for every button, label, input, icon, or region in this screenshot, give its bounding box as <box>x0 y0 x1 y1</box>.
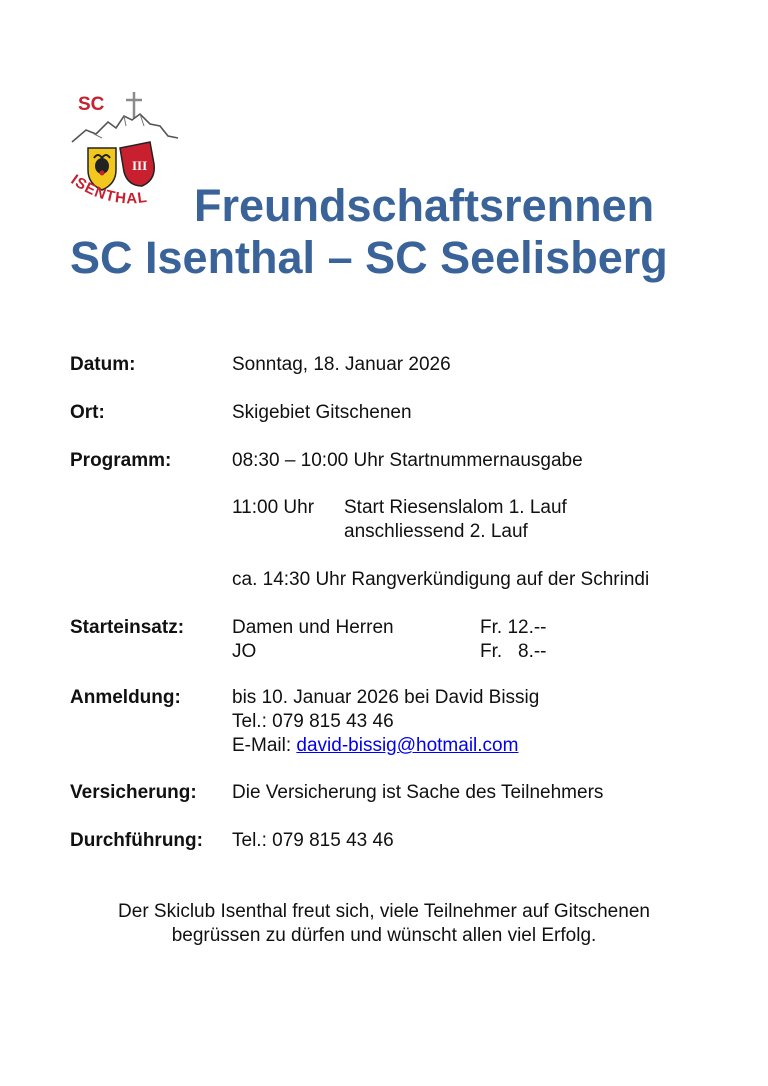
closing-line-2: begrüssen zu dürfen und wünscht allen viel Erfolg. <box>171 925 597 946</box>
title-line-2: SC Isenthal – SC Seelisberg <box>70 232 668 283</box>
ort-label: Ort: <box>70 402 105 423</box>
title-line-1: Freundschaftsrennen <box>194 180 655 231</box>
logo-isenthal-text: ISENTHAL <box>67 171 149 208</box>
programm-event-2a: Start Riesenslalom 1. Lauf <box>344 497 567 518</box>
programm-line-2 <box>232 496 567 520</box>
durchfuehrung-value: Tel.: 079 815 43 46 <box>232 830 394 851</box>
closing-text <box>0 900 768 948</box>
versicherung-value: Die Versicherung ist Sache des Teilnehmers <box>232 782 604 803</box>
programm-time-2: 11:00 Uhr <box>232 497 315 518</box>
closing-line-1: Der Skiclub Isenthal freut sich, viele Teilnehmer auf Gitschenen <box>118 901 650 922</box>
starteinsatz-price-2: Fr. 8.-- <box>480 641 547 662</box>
anmeldung-tel: Tel.: 079 815 43 46 <box>232 711 394 732</box>
durchfuehrung-label: Durchführung: <box>70 830 203 851</box>
svg-text:III: III <box>132 158 148 173</box>
anmeldung-line-1: bis 10. Januar 2026 bei David Bissig <box>232 687 540 708</box>
programm-line-1: 08:30 – 10:00 Uhr Startnummernausgabe <box>232 450 583 471</box>
ort-value: Skigebiet Gitschenen <box>232 402 412 423</box>
anmeldung-label: Anmeldung: <box>70 687 181 708</box>
starteinsatz-price-1: Fr. 12.-- <box>480 617 547 638</box>
programm-line-2b <box>232 520 528 544</box>
programm-event-2b: anschliessend 2. Lauf <box>344 521 528 542</box>
programm-line-3: ca. 14:30 Uhr Rangverkündigung auf der Schrindi <box>232 569 650 590</box>
programm-label: Programm: <box>70 450 172 471</box>
mountain-icon <box>72 114 178 142</box>
datum-label: Datum: <box>70 354 136 375</box>
datum-value: Sonntag, 18. Januar 2026 <box>232 354 451 375</box>
starteinsatz-label: Starteinsatz: <box>70 617 185 638</box>
anmeldung-email-line <box>232 734 518 758</box>
page-title <box>70 180 668 284</box>
email-prefix: E-Mail: <box>232 735 297 756</box>
starteinsatz-category-1: Damen und Herren <box>232 617 394 638</box>
versicherung-label: Versicherung: <box>70 782 197 803</box>
starteinsatz-category-2: JO <box>232 641 257 662</box>
logo-sc-text: SC <box>78 94 105 115</box>
email-link[interactable]: david-bissig@hotmail.com <box>296 735 519 756</box>
